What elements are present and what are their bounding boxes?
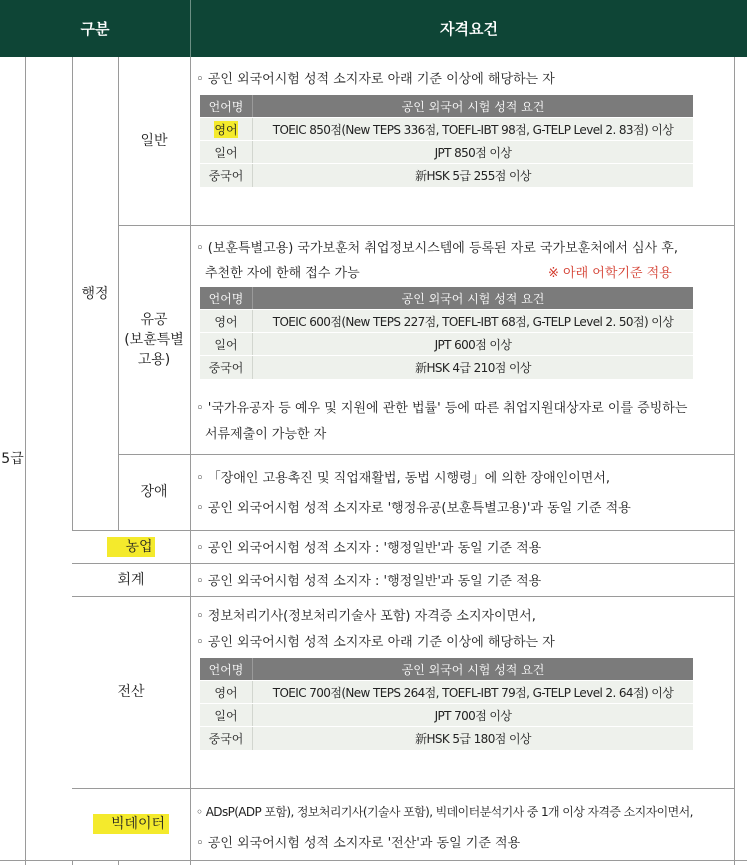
table-row bbox=[200, 309, 693, 333]
agri-label-highlighted: 농업 bbox=[107, 537, 154, 557]
req-cell: JPT 600점 이상 bbox=[434, 338, 512, 352]
lang-cell: 중국어 bbox=[200, 164, 253, 187]
header-col-requirements: 자격요건 bbox=[191, 0, 747, 57]
disabled-line-1: ◦ 「장애인 고용촉진 및 직업재활법, 동법 시행령」에 의한 장애인이면서, bbox=[196, 471, 611, 486]
disabled-line-2: ◦ 공인 외국어시험 성적 소지자로 '행정유공(보훈특별고용)'과 동일 기준 적용 bbox=[196, 501, 631, 516]
it-line-1: ◦ 정보처리기사(정보처리기술사 포함) 자격증 소지자이면서, bbox=[196, 609, 536, 624]
score-table-header bbox=[200, 287, 693, 309]
bigdata-line-1: ◦ ADsP(ADP 포함), 정보처리기사(기술사 포함), 빅데이터분석기사 중 1개 이상 자격증 소지자이면서, bbox=[196, 805, 693, 819]
agri-text: ◦ 공인 외국어시험 성적 소지자 : '행정일반'과 동일 기준 적용 bbox=[196, 541, 542, 556]
agri-label bbox=[72, 530, 190, 563]
col-lang: 언어명 bbox=[200, 95, 253, 117]
bigdata-label-highlighted: 빅데이터 bbox=[93, 814, 169, 834]
veteran-label-line: (보훈특별 bbox=[124, 331, 184, 348]
lang-cell: 중국어 bbox=[200, 356, 253, 379]
grid-line bbox=[190, 57, 191, 865]
grade-label: 5급 bbox=[1, 450, 24, 467]
it-line-2: ◦ 공인 외국어시험 성적 소지자로 아래 기준 이상에 해당하는 자 bbox=[196, 635, 555, 650]
req-cell: 新HSK 5급 180점 이상 bbox=[415, 732, 531, 746]
grid-line bbox=[25, 57, 26, 865]
veteran-intro-2: 추천한 자에 한해 접수 가능 bbox=[205, 266, 360, 281]
general-intro: ◦ 공인 외국어시험 성적 소지자로 아래 기준 이상에 해당하는 자 bbox=[196, 72, 555, 87]
lang-cell: 일어 bbox=[200, 141, 253, 164]
veteran-outro-2: 서류제출이 가능한 자 bbox=[205, 427, 327, 442]
table-row bbox=[200, 163, 693, 187]
veteran-outro-1: ◦ '국가유공자 등 예우 및 지원에 관한 법률' 등에 따른 취업지원대상자로 이를 증빙하는 bbox=[196, 401, 688, 416]
table-row bbox=[200, 117, 693, 141]
veteran-score-table bbox=[200, 287, 693, 392]
disabled-label: 장애 bbox=[140, 484, 168, 500]
account-label: 회계 bbox=[117, 571, 145, 588]
account-text: ◦ 공인 외국어시험 성적 소지자 : '행정일반'과 동일 기준 적용 bbox=[196, 574, 542, 589]
lang-cell: 일어 bbox=[200, 333, 253, 356]
col-req: 공인 외국어 시험 성적 요건 bbox=[401, 291, 545, 306]
veteran-label-line: 유공 bbox=[140, 311, 168, 328]
grid-line bbox=[118, 225, 734, 226]
lang-english-highlighted: 영어 bbox=[214, 123, 238, 137]
table-row bbox=[200, 355, 693, 379]
group-admin-label: 행정 bbox=[81, 285, 109, 302]
req-cell: JPT 700점 이상 bbox=[434, 709, 512, 723]
table-row bbox=[200, 703, 693, 727]
req-cell: TOEIC 600점(New TEPS 227점, TOEFL-IBT 68점, G-TELP Level 2. 50점) 이상 bbox=[272, 315, 674, 329]
bigdata-line-2: ◦ 공인 외국어시험 성적 소지자로 '전산'과 동일 기준 적용 bbox=[196, 836, 521, 851]
req-cell: JPT 850점 이상 bbox=[434, 146, 512, 160]
general-label: 일반 bbox=[140, 133, 168, 149]
lang-cell: 일어 bbox=[200, 704, 253, 727]
score-table-header bbox=[200, 95, 693, 117]
lang-cell: 영어 bbox=[200, 310, 253, 333]
grid-line bbox=[0, 860, 747, 861]
req-cell: TOEIC 850점(New TEPS 336점, TOEFL-IBT 98점, G-TELP Level 2. 83점) 이상 bbox=[272, 123, 674, 137]
veteran-label-line: 고용) bbox=[137, 351, 171, 368]
table-row bbox=[200, 680, 693, 704]
veteran-intro-1: ◦ (보훈특별고용) 국가보훈처 취업정보시스템에 등록된 자로 국가보훈처에서 심사 후, bbox=[196, 241, 678, 256]
col-lang: 언어명 bbox=[200, 287, 253, 309]
veteran-label bbox=[118, 225, 190, 454]
grid-line bbox=[734, 57, 735, 865]
lang-cell: 영어 bbox=[200, 681, 253, 704]
table-row bbox=[200, 140, 693, 164]
req-cell: 新HSK 4급 210점 이상 bbox=[415, 361, 531, 375]
col-req: 공인 외국어 시험 성적 요건 bbox=[401, 662, 545, 677]
grid-line bbox=[118, 454, 734, 455]
req-cell: TOEIC 700점(New TEPS 264점, TOEFL-IBT 79점, G-TELP Level 2. 64점) 이상 bbox=[272, 686, 674, 700]
lang-cell: 중국어 bbox=[200, 727, 253, 750]
score-table-header bbox=[200, 658, 693, 680]
veteran-note: ※ 아래 어학기준 적용 bbox=[548, 266, 672, 281]
col-lang: 언어명 bbox=[200, 658, 253, 680]
general-score-table bbox=[200, 95, 693, 210]
table-row bbox=[200, 332, 693, 356]
col-req: 공인 외국어 시험 성적 요건 bbox=[401, 99, 545, 114]
bigdata-label bbox=[72, 788, 190, 860]
it-score-table bbox=[200, 658, 693, 763]
header-divider bbox=[190, 0, 191, 57]
it-label: 전산 bbox=[117, 684, 145, 700]
lang-cell bbox=[200, 118, 253, 141]
header-col-category: 구분 bbox=[0, 0, 190, 57]
req-cell: 新HSK 5급 255점 이상 bbox=[415, 169, 531, 183]
table-row bbox=[200, 726, 693, 750]
